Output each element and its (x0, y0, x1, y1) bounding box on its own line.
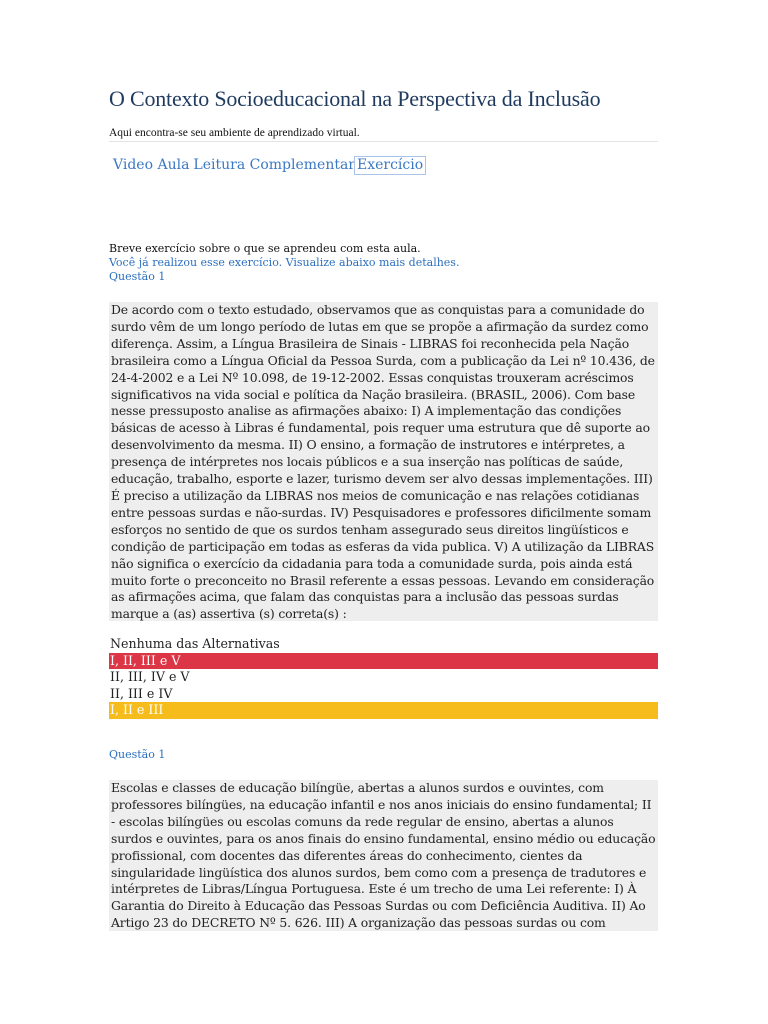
answer-list (109, 636, 658, 719)
tab-video-aula[interactable]: Video Aula (113, 157, 190, 173)
exercise-intro (109, 242, 459, 270)
answer-option[interactable]: Nenhuma das Alternativas (110, 636, 280, 651)
question-label: Questão 1 (109, 748, 166, 761)
tab-bar (113, 157, 425, 173)
question-label: Questão 1 (109, 270, 166, 283)
exercise-description: Breve exercício sobre o que se aprendeu com esta aula. (109, 242, 421, 255)
page-subtitle: Aqui encontra-se seu ambiente de aprendizado virtual. (109, 127, 360, 139)
question-text: De acordo com o texto estudado, observamos que as conquistas para a comunidade do surdo vêm de um longo período de lutas em que se propõe a afirmação da surdez como diferença. Assim, a Língua Brasileira de Sinais - LIBRAS foi reconhecida pela Nação brasileira como a Língua Oficial da Pessoa Surda, com a publicação da Lei nº 10.436, de 24-4-2002 e a Lei Nº 10.098, de 19-12-2002. Essas conquistas trouxeram acréscimos significativos na vida social e política da Nação brasileira. (BRASIL, 2006). Com base nesse pressuposto analise as afirmações abaixo: I) A implementação das condições básicas de acesso à Libras é fundamental, pois requer uma estrutura que dê suporte ao desenvolvimento da mesma. II) O ensino, a formação de instrutores e intérpretes, a presença de intérpretes nos locais públicos e a sua inserção nas políticas de saúde, educação, trabalho, esporte e lazer, turismo devem ser alvo dessas implementações. III) É preciso a utilização da LIBRAS nos meios de comunicação e nas relações cotidianas entre pessoas surdas e não-surdas. IV) Pesquisadores e professores dificilmente somam esforços no sentido de que os surdos tenham assegurado seus direitos lingüísticos e condição de participação em todas as esferas da vida publica. V) A utilização da LIBRAS não significa o exercício da cidadania para toda a comunidade surda, pois ainda está muito forte o preconceito no Brasil referente a essas pessoas. Levando em consideração as afirmações acima, que falam das conquistas para a inclusão das pessoas surdas marque a (as) assertiva (s) correta(s) : (109, 302, 658, 621)
header-divider (109, 141, 658, 142)
tab-leitura-complementar[interactable]: Leitura Complementar (193, 157, 355, 173)
answer-option-wrong[interactable]: I, II, III e V (109, 653, 658, 670)
question-text: Escolas e classes de educação bilíngüe, abertas a alunos surdos e ouvintes, com professores bilíngües, na educação infantil e nos anos iniciais do ensino fundamental; II - escolas bilíngües ou escolas comuns da rede regular de ensino, abertas a alunos surdos e ouvintes, para os anos finais do ensino fundamental, ensino médio ou educação profissional, com docentes das diferentes áreas do conhecimento, cientes da singularidade lingüística dos alunos surdos, bem como com a presença de tradutores e intérpretes de Libras/Língua Portuguesa. Este é um trecho de uma Lei referente: I) À Garantia do Direito à Educação das Pessoas Surdas ou com Deficiência Auditiva. II) Ao Artigo 23 do DECRETO Nº 5. 626. III) A organização das pessoas surdas ou com (109, 780, 658, 931)
answer-option[interactable]: II, III e IV (110, 685, 173, 701)
answer-option-correct[interactable]: I, II e III (109, 702, 658, 719)
page-title: O Contexto Socioeducacional na Perspectiva da Inclusão (109, 86, 601, 111)
exercise-status: Você já realizou esse exercício. Visualize abaixo mais detalhes. (109, 256, 460, 269)
answer-option[interactable]: II, III, IV e V (110, 669, 190, 685)
tab-exercicio[interactable]: Exercício (357, 157, 424, 173)
